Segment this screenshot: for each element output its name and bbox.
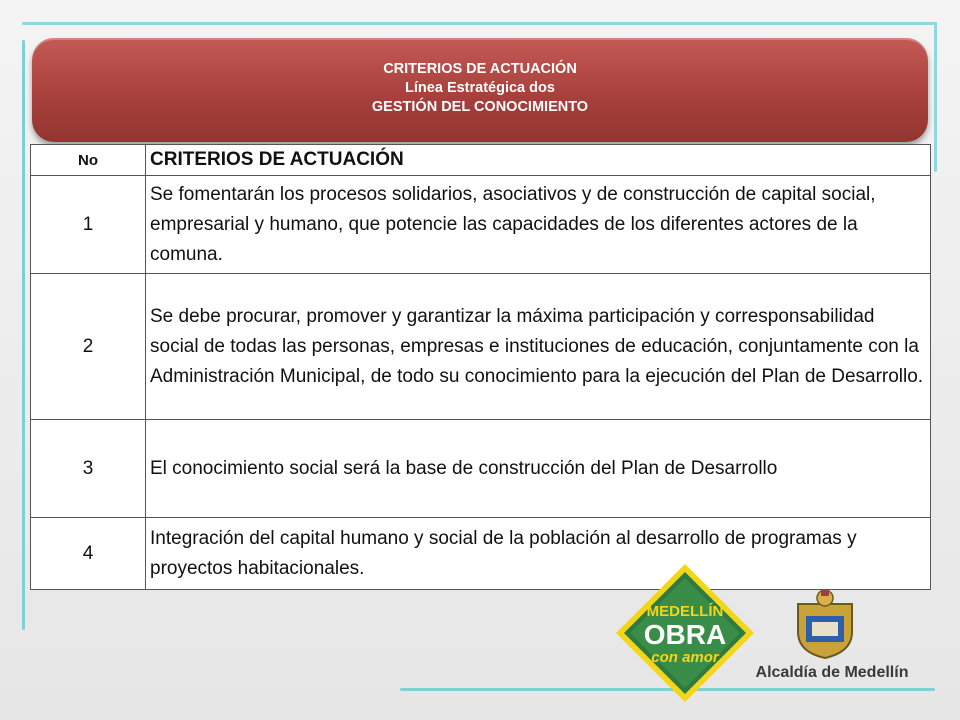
header-title: CRITERIOS DE ACTUACIÓN <box>383 60 577 77</box>
row-number: 4 <box>31 518 146 590</box>
table-row <box>31 420 931 518</box>
row-text: El conocimiento social será la base de construcción del Plan de Desarrollo <box>146 420 931 518</box>
table-header-row <box>31 145 931 176</box>
table-row <box>31 176 931 274</box>
frame-line-top <box>22 22 937 25</box>
medellin-obra-logo <box>612 560 758 706</box>
coat-of-arms-icon <box>792 586 858 660</box>
column-header-no: No <box>31 145 146 176</box>
table-row <box>31 518 931 590</box>
logo-text-con-amor: con amor <box>651 649 719 666</box>
row-number: 3 <box>31 420 146 518</box>
criteria-table <box>30 144 931 590</box>
row-number: 1 <box>31 176 146 274</box>
row-text: Se fomentarán los procesos solidarios, asociativos y de construcción de capital social, empresarial y humano, que potencie las capacidades de los diferentes actores de la comuna. <box>146 176 931 274</box>
header-subtitle: Línea Estratégica dos <box>405 79 555 96</box>
header-banner <box>32 38 928 142</box>
alcaldia-label: Alcaldía de Medellín <box>755 664 909 681</box>
table-row <box>31 274 931 420</box>
frame-line-right <box>934 22 937 172</box>
header-topic: GESTIÓN DEL CONOCIMIENTO <box>371 98 589 115</box>
column-header-criteria: CRITERIOS DE ACTUACIÓN <box>146 145 931 176</box>
row-number: 2 <box>31 274 146 420</box>
logo-text-obra: OBRA <box>643 619 727 650</box>
row-text: Integración del capital humano y social de la población al desarrollo de programas y proyectos habitacionales. <box>146 518 931 590</box>
frame-line-left <box>22 40 25 630</box>
logo-text-medellin: MEDELLÍN <box>646 603 724 620</box>
row-text: Se debe procurar, promover y garantizar la máxima participación y corresponsabilidad social de todas las personas, empresas e instituciones de educación, conjuntamente con la Administración Municipal, de todo su conocimiento para la ejecución del Plan de Desarrollo. <box>146 274 931 420</box>
